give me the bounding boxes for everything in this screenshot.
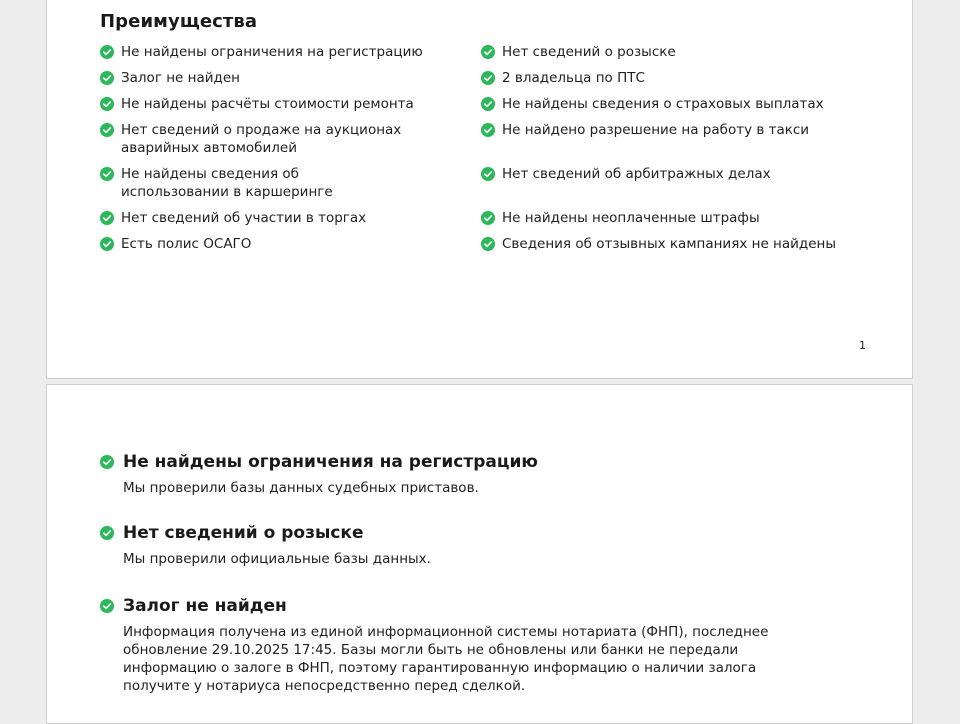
detail-header <box>100 451 840 473</box>
page-number: 1 <box>859 339 866 352</box>
detail-description: Мы проверили официальные базы данных. <box>123 551 431 567</box>
check-circle-icon <box>481 71 495 85</box>
detail-description: Мы проверили базы данных судебных приставов. <box>123 480 479 496</box>
section-title-advantages: Преимущества <box>100 11 258 32</box>
advantage-label: Не найдены неоплаченные штрафы <box>502 210 760 226</box>
advantage-label: Не найдены сведения об использовании в каршеринге <box>121 166 333 200</box>
advantage-item <box>100 95 481 113</box>
advantage-label: Сведения об отзывных кампаниях не найдены <box>502 236 837 252</box>
detail-header <box>100 595 840 617</box>
report-page-2 <box>46 384 913 724</box>
advantage-item <box>100 69 481 87</box>
advantage-item <box>481 69 860 87</box>
detail-section <box>100 595 840 695</box>
advantage-label: Есть полис ОСАГО <box>121 236 252 252</box>
check-circle-icon <box>100 526 114 540</box>
advantage-label: Не найдены ограничения на регистрацию <box>121 44 423 60</box>
detail-title: Не найдены ограничения на регистрацию <box>123 452 538 472</box>
advantages-list <box>100 43 860 253</box>
detail-section <box>100 522 840 568</box>
check-circle-icon <box>100 71 114 85</box>
advantage-label: Нет сведений о продаже на аукционах аварийных автомобилей <box>121 122 402 156</box>
check-circle-icon <box>100 123 114 137</box>
check-circle-icon <box>481 167 495 181</box>
advantage-item <box>481 235 860 253</box>
advantage-label: Не найдены расчёты стоимости ремонта <box>121 96 414 112</box>
detail-header <box>100 522 840 544</box>
advantage-label: Нет сведений об участии в торгах <box>121 210 367 226</box>
detail-description: Информация получена из единой информационной системы нотариата (ФНП), последнее обновление 29.10.2025 17:45. Базы могли быть не обновлены или банки не передали информацию о залоге в ФНП, поэтому гарантированную информацию о наличии залога получите у нотариуса непосредственно перед сделкой. <box>123 624 769 694</box>
advantage-item <box>481 165 860 201</box>
check-circle-icon <box>100 237 114 251</box>
check-circle-icon <box>100 211 114 225</box>
check-circle-icon <box>100 455 114 469</box>
check-circle-icon <box>481 211 495 225</box>
advantage-label: 2 владельца по ПТС <box>502 70 645 86</box>
advantage-item <box>100 235 481 253</box>
advantage-item <box>100 165 481 201</box>
check-circle-icon <box>481 97 495 111</box>
check-circle-icon <box>481 45 495 59</box>
advantage-item <box>100 121 481 157</box>
advantage-label: Нет сведений об арбитражных делах <box>502 166 771 182</box>
advantage-item <box>100 209 481 227</box>
report-page-1 <box>46 0 913 379</box>
check-circle-icon <box>100 97 114 111</box>
detail-title: Залог не найден <box>123 596 287 616</box>
advantage-label: Нет сведений о розыске <box>502 44 676 60</box>
check-circle-icon <box>100 167 114 181</box>
advantage-item <box>481 121 860 157</box>
advantage-label: Залог не найден <box>121 70 240 86</box>
detail-title: Нет сведений о розыске <box>123 523 364 543</box>
check-circle-icon <box>481 237 495 251</box>
detail-section <box>100 451 840 497</box>
advantage-label: Не найдено разрешение на работу в такси <box>502 122 810 138</box>
check-circle-icon <box>100 599 114 613</box>
advantage-item <box>481 209 860 227</box>
check-circle-icon <box>100 45 114 59</box>
advantage-item <box>100 43 481 61</box>
check-circle-icon <box>481 123 495 137</box>
advantage-label: Не найдены сведения о страховых выплатах <box>502 96 824 112</box>
advantage-item <box>481 43 860 61</box>
advantage-item <box>481 95 860 113</box>
